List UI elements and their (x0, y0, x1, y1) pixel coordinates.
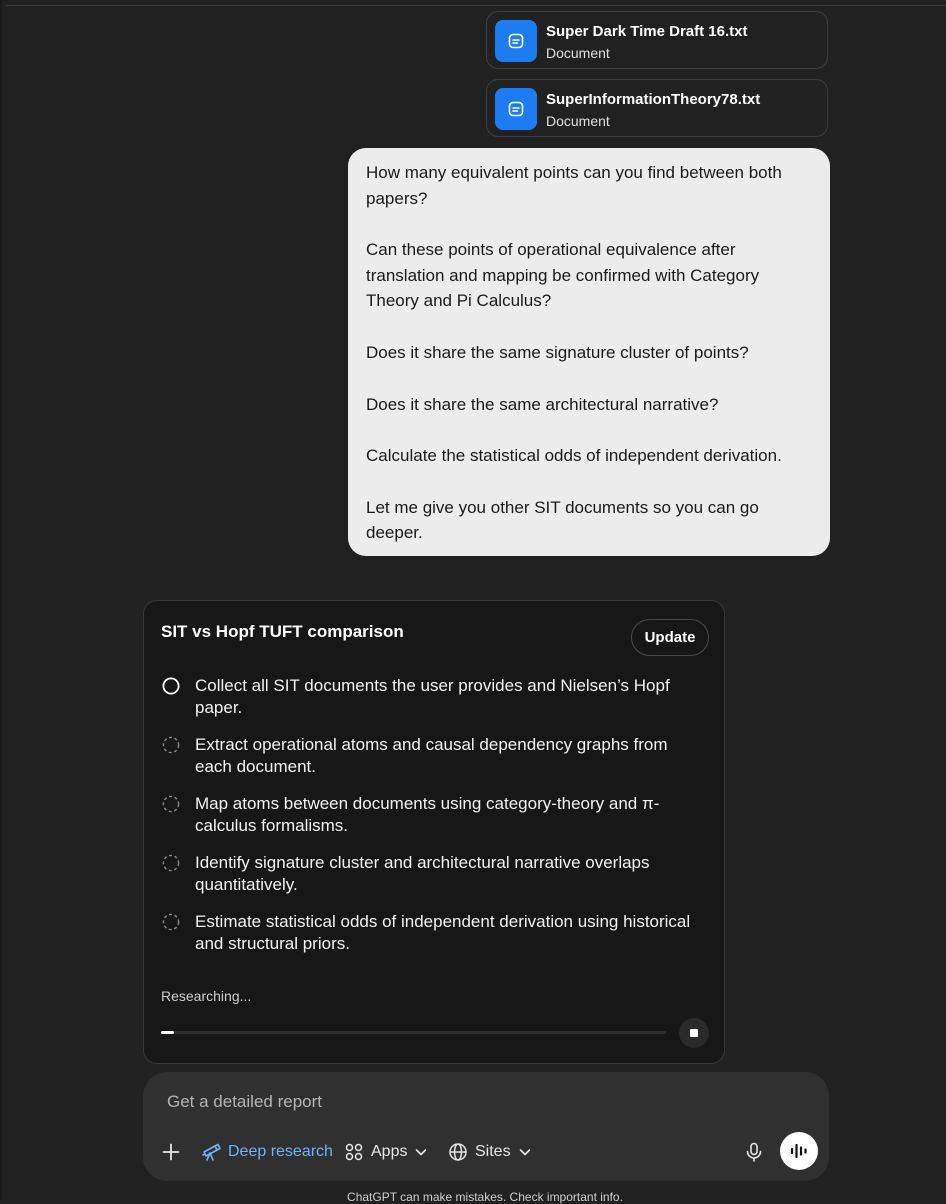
stop-icon (690, 1029, 698, 1037)
attachment-name: Super Dark Time Draft 16.txt (546, 23, 748, 40)
sites-button[interactable] (448, 1140, 532, 1164)
dictate-button[interactable] (743, 1140, 765, 1164)
plus-icon (161, 1142, 181, 1162)
message-paragraph: Can these points of operational equivalence after translation and mapping be confirmed with Category Theory and Pi Calculus? (366, 240, 760, 311)
telescope-icon (200, 1141, 222, 1163)
research-title: SIT vs Hopf TUFT comparison (161, 622, 404, 641)
deep-research-card (143, 600, 725, 1064)
plan-step-text: Map atoms between documents using category-theory and π-calculus formalisms. (195, 794, 660, 835)
deep-research-button[interactable] (200, 1140, 333, 1164)
plan-step (161, 675, 701, 718)
plan-step-text: Identify signature cluster and architectural narrative overlaps quantitatively. (195, 853, 650, 894)
apps-grid-icon (344, 1142, 364, 1162)
globe-icon (448, 1142, 468, 1162)
update-button[interactable]: Update (631, 619, 709, 656)
apps-button[interactable] (344, 1140, 428, 1164)
message-paragraph: Does it share the same signature cluster of points? (366, 342, 749, 362)
plan-step (161, 852, 701, 895)
step-active-circle-icon (162, 677, 180, 695)
apps-label: Apps (371, 1143, 408, 1160)
document-icon (495, 20, 537, 62)
microphone-icon (743, 1141, 765, 1163)
plan-step (161, 911, 701, 954)
message-paragraph: Calculate the statistical odds of independent derivation. (366, 446, 782, 466)
deep-research-label: Deep research (228, 1143, 333, 1160)
step-pending-circle-icon (162, 913, 180, 931)
attachment-name: SuperInformationTheory78.txt (546, 91, 761, 108)
message-paragraph: Does it share the same architectural narrative? (366, 394, 719, 414)
attachment-card[interactable] (486, 79, 828, 137)
research-progress-fill (161, 1031, 174, 1034)
message-composer (143, 1072, 829, 1181)
attachment-card[interactable] (486, 11, 828, 69)
document-icon (495, 88, 537, 130)
research-plan-list (161, 675, 701, 970)
voice-waveform-icon (789, 1141, 809, 1161)
top-divider (6, 5, 946, 6)
step-pending-circle-icon (162, 854, 180, 872)
voice-mode-button[interactable] (780, 1132, 818, 1170)
attachment-type: Document (546, 113, 610, 129)
plan-step-text: Estimate statistical odds of independent derivation using historical and structural priors. (195, 912, 691, 953)
step-pending-circle-icon (162, 795, 180, 813)
step-pending-circle-icon (162, 736, 180, 754)
plan-step-text: Extract operational atoms and causal dependency graphs from each document. (195, 735, 668, 776)
user-message-bubble (348, 148, 830, 556)
message-paragraph: Let me give you other SIT documents so you can go deeper. (366, 497, 759, 543)
plan-step (161, 793, 701, 836)
research-progress-bar (161, 1031, 666, 1034)
sites-label: Sites (475, 1143, 511, 1160)
chevron-down-icon (414, 1145, 428, 1159)
add-attachment-button[interactable] (161, 1140, 181, 1164)
disclaimer-text: ChatGPT can make mistakes. Check important info. (347, 1190, 623, 1204)
sidebar-edge (0, 0, 2, 1200)
attachment-type: Document (546, 45, 610, 61)
research-status: Researching... (161, 988, 252, 1004)
plan-step (161, 734, 701, 777)
message-paragraph: How many equivalent points can you find between both papers? (366, 163, 782, 208)
prompt-input[interactable] (165, 1088, 769, 1116)
plan-step-text: Collect all SIT documents the user provides and Nielsen’s Hopf paper. (195, 676, 670, 717)
stop-research-button[interactable] (679, 1018, 709, 1048)
chevron-down-icon (518, 1145, 532, 1159)
